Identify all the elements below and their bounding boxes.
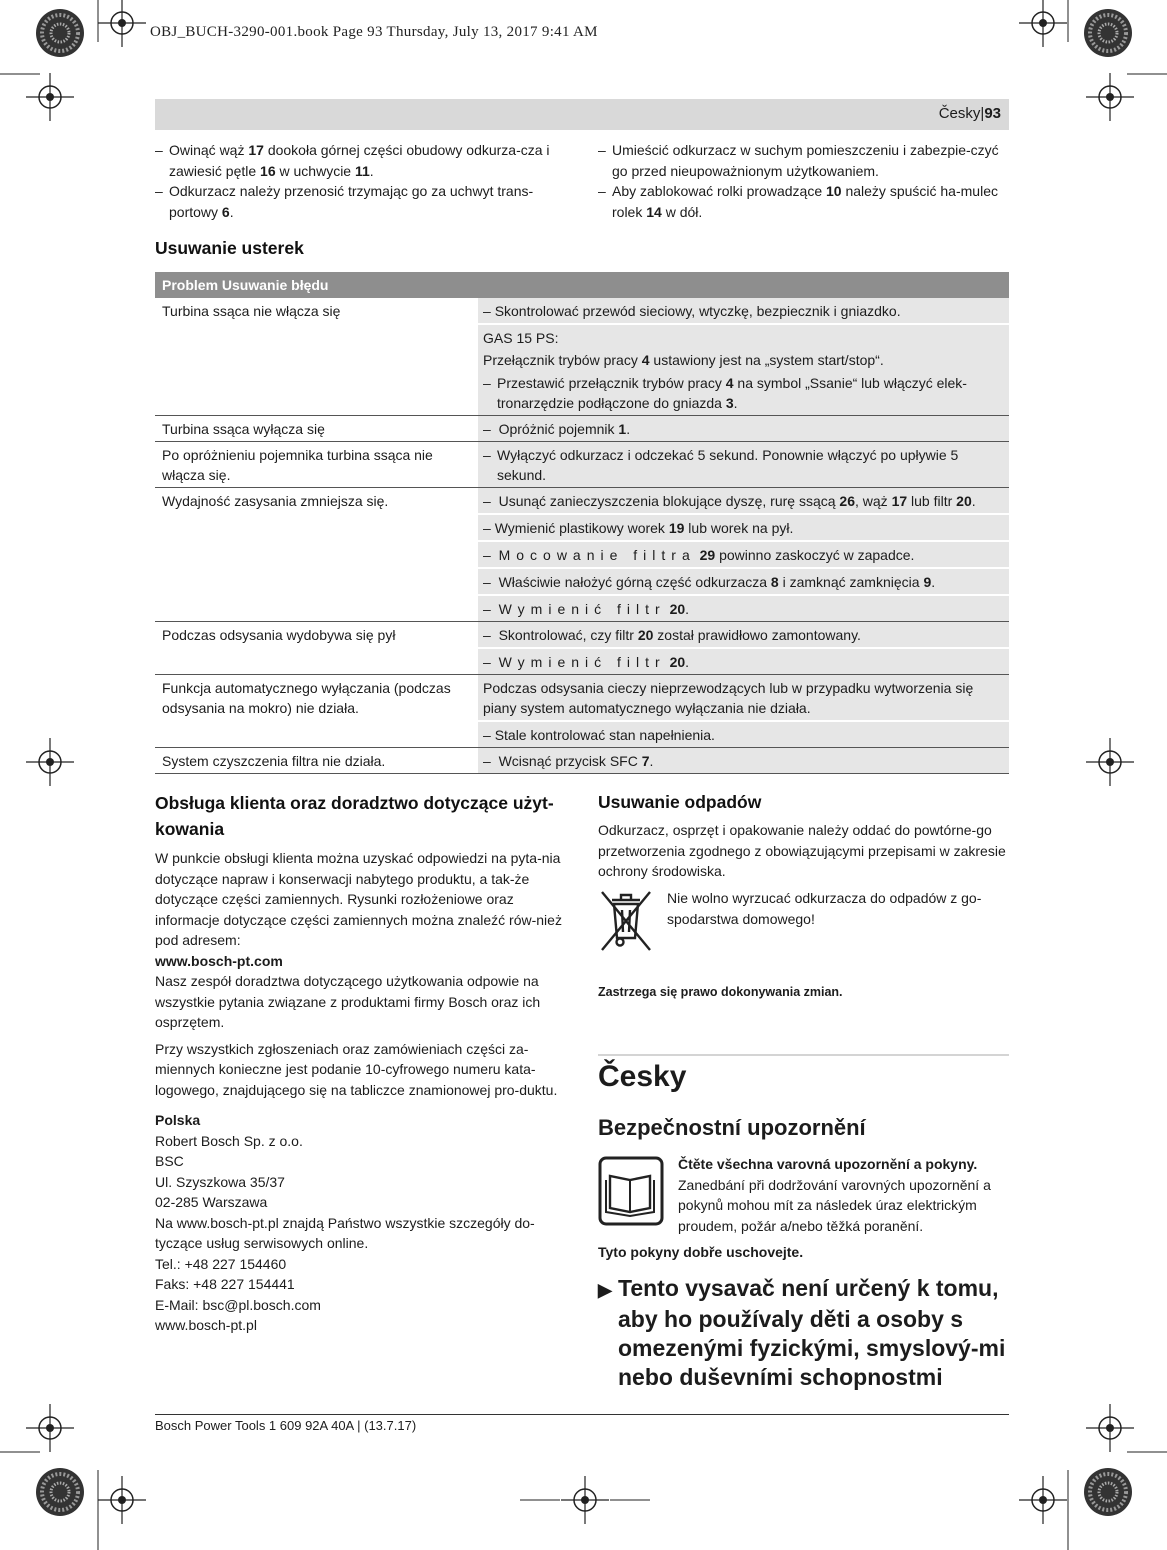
solution-cell: – Wyłączyć odkurzacz i odczekać 5 sekund. Ponownie włączyć po upływie 5 sekund. xyxy=(478,442,1009,488)
solution-cell: – Przestawić przełącznik trybów pracy 4 na symbol „Ssanie“ lub włączyć elek-tronarzędzie podłączone do gniazda 3. xyxy=(478,370,1009,416)
address-line: Faks: +48 227 154441 xyxy=(155,1276,295,1292)
top-left-column xyxy=(155,140,575,222)
bullet-arrow-icon: ▶ xyxy=(598,1280,612,1300)
problem-cell: Po opróżnieniu pojemnika turbina ssąca nie włącza się. xyxy=(155,442,478,488)
child-warning: ▶ Tento vysavač není určený k tomu, aby ho používaly děti a osoby s omezenými fyzickými, smyslový-mi nebo duševními schopnostmi xyxy=(598,1275,1006,1390)
disposal-paragraph: Odkurzacz, osprzęt i opakowanie należy oddać do powtórne-go przetworzenia zgodnego z obowiązującymi przepisami w zakresie ochrony środowiska. xyxy=(598,822,1006,879)
service-paragraph: Przy wszystkich zgłoszeniach oraz zamówieniach części za-miennych konieczne jest podanie 10-cyfrowego numeru kata-logowego, znajdującego się na tabliczce znamionowej pro-duktu. xyxy=(155,1040,558,1098)
troubleshooting-table xyxy=(155,272,1009,774)
top-right-column xyxy=(598,140,1008,222)
solution-cell: – Wymienić filtr 20. xyxy=(478,648,1009,675)
solution-cell: – Wcisnąć przycisk SFC 7. xyxy=(478,748,1009,774)
list-item: – Aby zablokować rolki prowadzące 10 należy spuścić ha-mulec rolek 14 w dół. xyxy=(598,183,998,220)
problem-cell: Podczas odsysania wydobywa się pył xyxy=(155,622,478,675)
safety-read-text xyxy=(678,1154,1009,1236)
address-line: Ul. Szyszkowa 35/37 xyxy=(155,1173,285,1190)
czech-subtitle: Bezpečnostní upozornění xyxy=(598,1115,866,1140)
solution-cell: – Wymienić plastikowy worek 19 lub worek na pył. xyxy=(478,514,1009,541)
list-item: – Owinąć wąż 17 dookoła górnej części obudowy odkurza-cza i zawiesić pętle 16 w uchwycie 11. xyxy=(155,142,550,179)
czech-section-title: Česky xyxy=(598,1060,687,1093)
problem-cell: Turbina ssąca nie włącza się xyxy=(155,298,478,416)
service-paragraph: Nasz zespół doradztwa dotyczącego użytkowania odpowie na wszystkie pytania związane z produktami firmy Bosch oraz ich osprzętem. xyxy=(155,973,541,1030)
keep-instructions: Tyto pokyny dobře uschovejte. xyxy=(598,1244,804,1260)
wheelie-bin-crossed-icon xyxy=(598,888,654,954)
solution-cell: Przełącznik trybów pracy 4 ustawiony jest na „system start/stop“. xyxy=(478,348,1009,370)
footer-rule xyxy=(155,1414,1009,1415)
disposal-title: Usuwanie odpadów xyxy=(598,792,762,812)
print-info-line: OBJ_BUCH-3290-001.book Page 93 Thursday, July 13, 2017 9:41 AM xyxy=(150,24,598,40)
solution-cell: – Mocowanie filtra 29 powinno zaskoczyć w zapadce. xyxy=(478,541,1009,568)
service-section xyxy=(155,790,570,1336)
safety-read-body: Zanedbání při dodržování varovných upozornění a pokynů mohou mít za následek úraz elektrickým proudem, požár a/nebo těžká poranění. xyxy=(678,1176,991,1234)
page-number: 93 xyxy=(984,105,1001,122)
footer-text: Bosch Power Tools 1 609 92A 40A | (13.7.17) xyxy=(155,1418,417,1433)
reserve-note: Zastrzega się prawo dokonywania zmian. xyxy=(598,985,843,999)
troubleshooting-title: Usuwanie usterek xyxy=(155,238,304,258)
section-divider xyxy=(598,1054,1009,1056)
problem-cell: Wydajność zasysania zmniejsza się. xyxy=(155,488,478,622)
address-line: BSC xyxy=(155,1153,184,1169)
address-line: Robert Bosch Sp. z o.o. xyxy=(155,1132,303,1149)
solution-cell: – Usunąć zanieczyszczenia blokujące dyszę, rurę ssącą 26, wąż 17 lub filtr 20. xyxy=(478,488,1009,515)
solution-cell: – Stale kontrolować stan napełnienia. xyxy=(478,721,1009,748)
header-language: Česky xyxy=(938,105,981,122)
page-header xyxy=(155,99,1009,130)
header-separator: | xyxy=(980,105,985,122)
list-item: – Umieścić odkurzacz w suchym pomieszczeniu i zabezpie-czyć go przed nieupoważnionym użytkowaniem. xyxy=(598,142,999,179)
address-line: E-Mail: bsc@pl.bosch.com xyxy=(155,1296,321,1313)
service-paragraph: W punkcie obsługi klienta można uzyskać odpowiedzi na pyta-nia dotyczące napraw i konserwacji nabytego produktu, a tak-że dotyczące części zamiennych. Rysunki rozłożeniowe oraz informacje dotyczące części zamiennych można znaleźć rów-nież pod adresem: xyxy=(155,850,562,948)
address-line: 02-285 Warszawa xyxy=(155,1194,268,1210)
service-title: Obsługa klienta oraz doradztwo dotyczące użyt-kowania xyxy=(155,793,554,839)
country-heading: Polska xyxy=(155,1112,201,1128)
solution-cell: – Opróżnić pojemnik 1. xyxy=(478,416,1009,442)
address-line: www.bosch-pt.pl xyxy=(155,1317,257,1333)
list-item: – Odkurzacz należy przenosić trzymając go za uchwyt trans-portowy 6. xyxy=(155,183,534,220)
disposal-section xyxy=(598,790,1008,882)
address-line: Tel.: +48 227 154460 xyxy=(155,1255,287,1272)
service-url[interactable]: www.bosch-pt.com xyxy=(155,952,283,969)
solution-cell: – Właściwie nałożyć górną część odkurzacza 8 i zamknąć zamknięcia 9. xyxy=(478,568,1009,595)
read-manual-icon xyxy=(598,1156,664,1226)
disposal-warning: Nie wolno wyrzucać odkurzacza do odpadów z go-spodarstwa domowego! xyxy=(667,890,982,927)
problem-cell: Turbina ssąca wyłącza się xyxy=(155,416,478,442)
solution-cell: GAS 15 PS: xyxy=(478,324,1009,348)
table-header: Problem Usuwanie błędu xyxy=(155,272,1009,298)
solution-cell: – Wymienić filtr 20. xyxy=(478,595,1009,622)
solution-cell: – Skontrolować przewód sieciowy, wtyczkę, bezpiecznik i gniazdko. xyxy=(478,298,1009,324)
safety-read-bold: Čtěte všechna varovná upozornění a pokyny. xyxy=(678,1156,978,1172)
problem-cell: Funkcja automatycznego wyłączania (podczas odsysania na mokro) nie działa. xyxy=(155,675,478,748)
address-line: Na www.bosch-pt.pl znajdą Państwo wszystkie szczegóły do-tyczące usług serwisowych online. xyxy=(155,1214,535,1251)
header-page-label xyxy=(939,105,1001,122)
solution-cell: – Skontrolować, czy filtr 20 został prawidłowo zamontowany. xyxy=(478,622,1009,649)
solution-cell: Podczas odsysania cieczy nieprzewodzących lub w przypadku wytworzenia się piany system automatycznego wyłączania nie działa. xyxy=(478,675,1009,722)
problem-cell: System czyszczenia filtra nie działa. xyxy=(155,748,478,774)
